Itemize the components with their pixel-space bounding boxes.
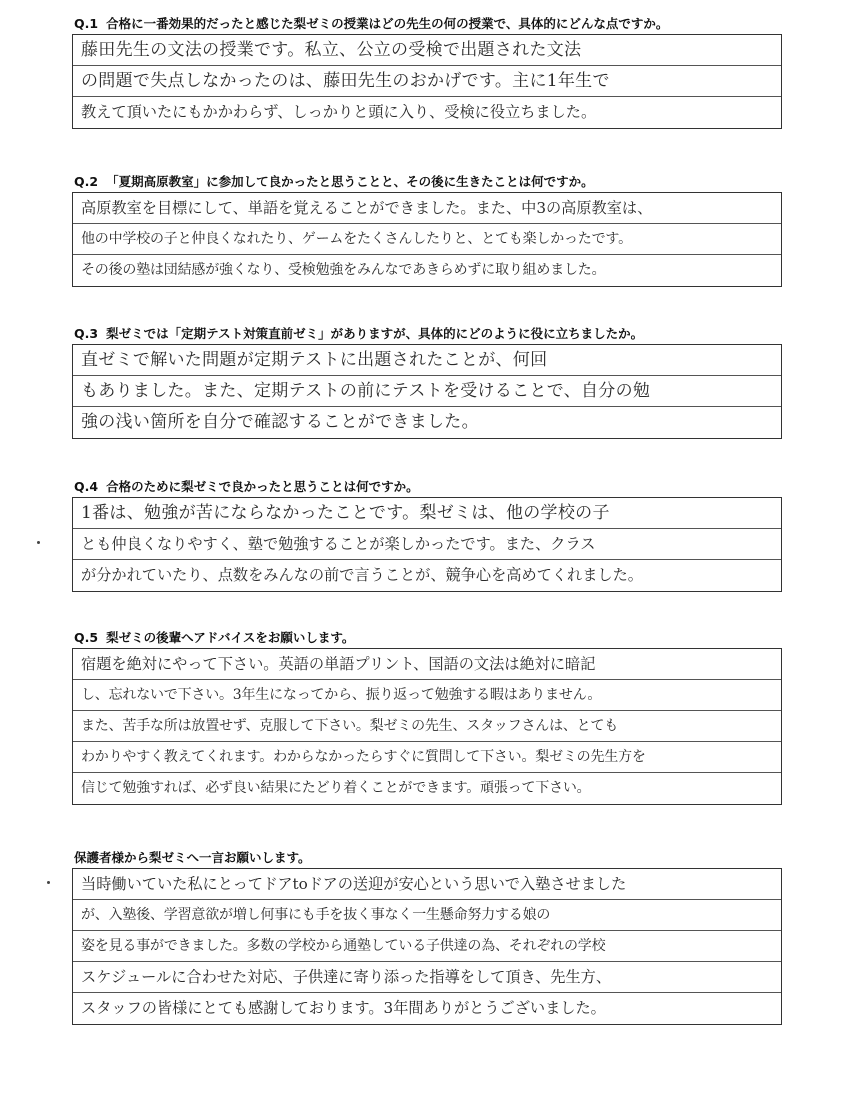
question-number: Q.1 xyxy=(74,16,99,31)
answer-line: の問題で失点しなかったのは、藤田先生のおかげです。主に1年生で xyxy=(73,66,781,97)
question-section-5 xyxy=(72,628,782,805)
question-section-2 xyxy=(72,172,782,287)
question-section-4 xyxy=(72,477,782,592)
answer-line: 他の中学校の子と仲良くなれたり、ゲームをたくさんしたりと、とても楽しかったです。 xyxy=(73,224,781,255)
answer-line: 姿を見る事ができました。多数の学校から通塾している子供達の為、それぞれの学校 xyxy=(73,931,781,962)
answer-line: 藤田先生の文法の授業です。私立、公立の受検で出題された文法 xyxy=(73,35,781,66)
answer-line: 1番は、勉強が苦にならなかったことです。梨ゼミは、他の学校の子 xyxy=(73,498,781,529)
answer-line: 強の浅い箇所を自分で確認することができました。 xyxy=(81,412,479,432)
answer-box xyxy=(72,344,782,439)
question-text: 梨ゼミでは「定期テスト対策直前ゼミ」がありますが、具体的にどのように役に立ちましたか。 xyxy=(106,326,644,341)
stray-mark xyxy=(47,881,50,884)
question-section-1 xyxy=(72,14,782,129)
question-text: 保護者様から梨ゼミへ一言お願いします。 xyxy=(74,850,311,865)
question-heading xyxy=(74,172,782,192)
question-heading xyxy=(74,477,782,497)
answer-box xyxy=(72,648,782,805)
question-number: Q.2 xyxy=(74,174,99,189)
stray-mark xyxy=(37,541,40,544)
question-number: Q.3 xyxy=(74,326,99,341)
answer-box xyxy=(72,34,782,129)
answer-line: もありました。また、定期テストの前にテストを受けることで、自分の勉 xyxy=(73,376,781,407)
question-heading xyxy=(74,848,782,868)
question-text: 合格のために梨ゼミで良かったと思うことは何ですか。 xyxy=(106,479,419,494)
answer-line: が、入塾後、学習意欲が増し何事にも手を抜く事なく一生懸命努力する娘の xyxy=(73,900,781,931)
answer-line: 直ゼミで解いた問題が定期テストに出題されたことが、何回 xyxy=(73,345,781,376)
answer-box xyxy=(72,192,782,287)
question-number: Q.5 xyxy=(74,630,99,645)
question-heading xyxy=(74,324,782,344)
question-text: 合格に一番効果的だったと感じた梨ゼミの授業はどの先生の何の授業で、具体的にどんな点ですか。 xyxy=(106,16,669,31)
parent-message-section xyxy=(72,848,782,1025)
question-heading xyxy=(74,628,782,648)
question-section-3 xyxy=(72,324,782,439)
answer-line: その後の塾は団結感が強くなり、受検勉強をみんなであきらめずに取り組めました。 xyxy=(81,262,606,278)
answer-line: スタッフの皆様にとても感謝しております。3年間ありがとうございました。 xyxy=(81,999,606,1017)
answer-box xyxy=(72,868,782,1025)
question-text: 梨ゼミの後輩へアドバイスをお願いします。 xyxy=(106,630,355,645)
answer-line: が分かれていたり、点数をみんなの前で言うことが、競争心を高めてくれました。 xyxy=(81,566,643,584)
answer-line: わかりやすく教えてくれます。わからなかったらすぐに質問して下さい。梨ゼミの先生方を xyxy=(73,742,781,773)
answer-line: スケジュールに合わせた対応、子供達に寄り添った指導をして頂き、先生方、 xyxy=(73,962,781,993)
answer-line: 当時働いていた私にとってドアtoドアの送迎が安心という思いで入塾させました xyxy=(73,869,781,900)
answer-line: 高原教室を目標にして、単語を覚えることができました。また、中3の高原教室は、 xyxy=(73,193,781,224)
answer-line: とも仲良くなりやすく、塾で勉強することが楽しかったです。また、クラス xyxy=(73,529,781,560)
answer-line: 宿題を絶対にやって下さい。英語の単語プリント、国語の文法は絶対に暗記 xyxy=(73,649,781,680)
answer-box xyxy=(72,497,782,592)
answer-line: し、忘れないで下さい。3年生になってから、振り返って勉強する暇はありません。 xyxy=(73,680,781,711)
question-heading xyxy=(74,14,782,34)
question-text: 「夏期高原教室」に参加して良かったと思うことと、その後に生きたことは何ですか。 xyxy=(106,174,594,189)
answer-line: 信じて勉強すれば、必ず良い結果にたどり着くことができます。頑張って下さい。 xyxy=(81,780,591,796)
answer-line: また、苦手な所は放置せず、克服して下さい。梨ゼミの先生、スタッフさんは、とても xyxy=(73,711,781,742)
question-number: Q.4 xyxy=(74,479,99,494)
answer-line: 教えて頂いたにもかかわらず、しっかりと頭に入り、受検に役立ちました。 xyxy=(81,103,597,121)
